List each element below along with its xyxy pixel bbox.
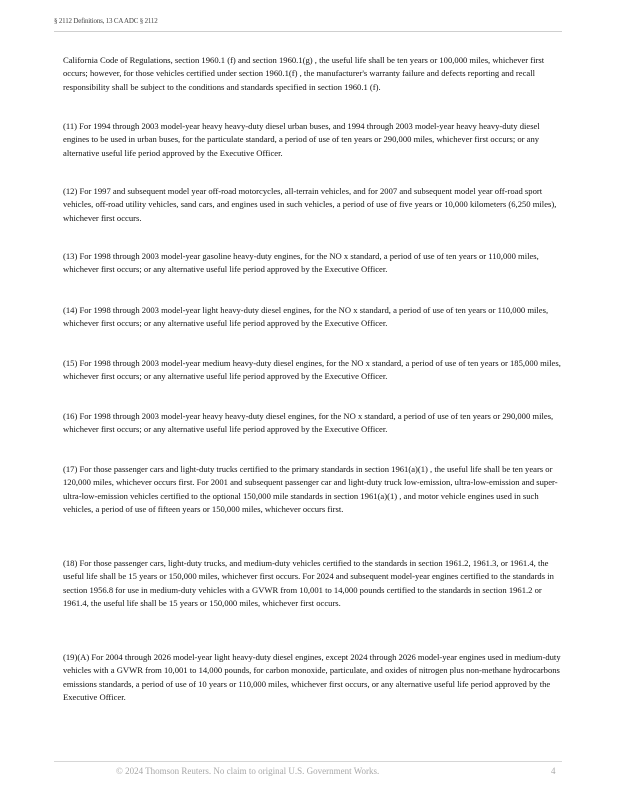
paragraph-17: (17) For those passenger cars and light-duty trucks certified to the primary standards in section 1961(a)(1) , the useful life shall be ten years or 120,000 miles, whichever occurs first. For 2001 and subsequent passenger car and light-duty truck low-emission, ultra-low-emission and super-ultra-low-emission vehicles certified to the optional 150,000 mile standards in section 1961(a)(1) , and motor vehicle engines used in such vehicles, a period of use of fifteen years or 150,000 miles, whichever occurs first.	[63, 464, 558, 514]
footer-divider	[54, 761, 562, 762]
paragraph-continuation: California Code of Regulations, section 1960.1 (f) and section 1960.1(g) , the useful life shall be ten years or 100,000 miles, whichever first occurs; however, for those vehicles certified under section 1960.1(f) , the manufacturer's warranty failure and defects reporting and recall responsibility shall be subject to the conditions and standards specified in section 1960.1 (f).	[63, 55, 545, 92]
paragraph-12: (12) For 1997 and subsequent model year off-road motorcycles, all-terrain vehicles, and for 2007 and subsequent model year off-road sport vehicles, off-road utility vehicles, sand cars, and engines used in such vehicles, a period of use of five years or 10,000 kilometers (6,250 miles), whichever first occurs.	[63, 186, 557, 223]
header-divider	[54, 31, 562, 32]
paragraph-15: (15) For 1998 through 2003 model-year medium heavy-duty diesel engines, for the NO x standard, a period of use of ten years or 185,000 miles, whichever first occurs; or any alternative useful life period approved by the Executive Officer.	[63, 358, 561, 382]
footer-copyright: © 2024 Thomson Reuters. No claim to original U.S. Government Works.	[116, 766, 380, 776]
paragraph-16: (16) For 1998 through 2003 model-year heavy heavy-duty diesel engines, for the NO x standard, a period of use of ten years or 290,000 miles, whichever first occurs; or any alternative useful life period approved by the Executive Officer.	[63, 411, 554, 435]
paragraph-13: (13) For 1998 through 2003 model-year gasoline heavy-duty engines, for the NO x standard, a period of use of ten years or 110,000 miles, whichever first occurs; or any alternative useful life period approved by the Executive Officer.	[63, 251, 539, 275]
page-header-citation: § 2112 Definitions, 13 CA ADC § 2112	[54, 17, 158, 25]
paragraph-18: (18) For those passenger cars, light-duty trucks, and medium-duty vehicles certified to the standards in section 1961.2, 1961.3, or 1961.4, the useful life shall be 15 years or 150,000 miles, whichever first occurs. For 2024 and subsequent model-year engines certified to the standards in section 1956.8 for use in medium-duty vehicles with a GVWR from 10,001 to 14,000 pounds certified to the standards in section 1961.2 or 1961.4, the useful life shall be 15 years or 150,000 miles, whichever first occurs.	[63, 558, 554, 608]
page-number: 4	[551, 766, 556, 776]
paragraph-11: (11) For 1994 through 2003 model-year heavy heavy-duty diesel urban buses, and 1994 through 2003 model-year heavy heavy-duty diesel engines to be used in urban buses, for the particulate standard, a period of use of ten years or 290,000 miles, whichever first occurs; or any alternative useful life period approved by the Executive Officer.	[63, 121, 540, 158]
paragraph-14: (14) For 1998 through 2003 model-year light heavy-duty diesel engines, for the NO x standard, a period of use of ten years or 110,000 miles, whichever first occurs; or any alternative useful life period approved by the Executive Officer.	[63, 305, 549, 329]
paragraph-19a: (19)(A) For 2004 through 2026 model-year light heavy-duty diesel engines, except 2024 through 2026 model-year engines used in medium-duty vehicles with a GVWR from 10,001 to 14,000 pounds, for carbon monoxide, particulate, and oxides of nitrogen plus non-methane hydrocarbons emissions standards, a period of use of 10 years or 110,000 miles, whichever first occurs, or any alternative useful life period approved by the Executive Officer.	[63, 652, 561, 702]
